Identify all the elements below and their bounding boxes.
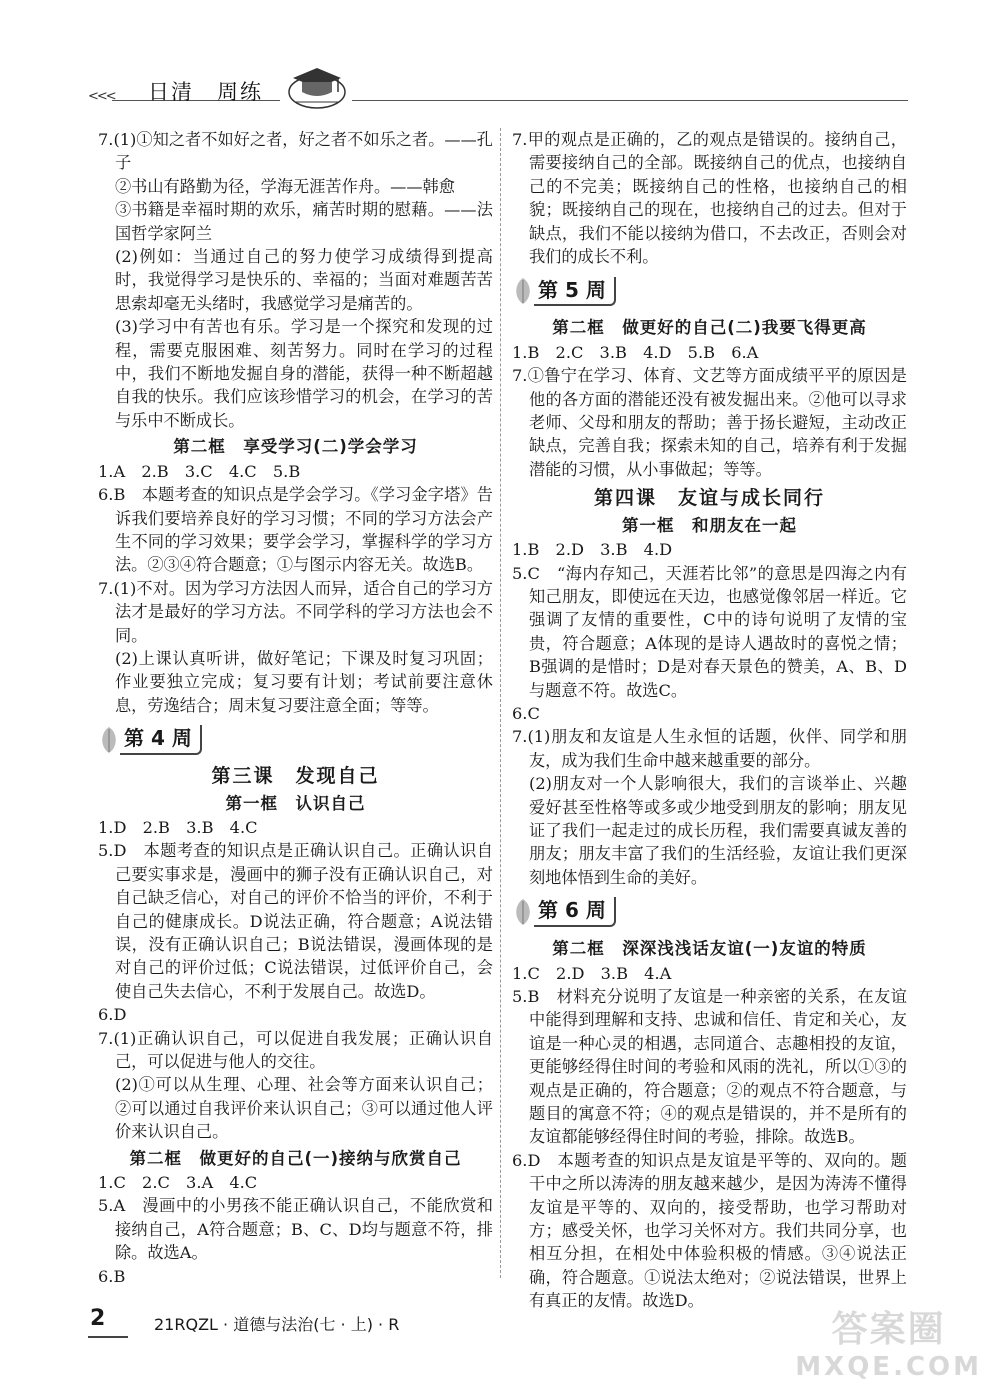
answer-paragraph: 5.B 材料充分说明了友谊是一种亲密的关系，在友谊中能得到理解和支持、忠诚和信任、肯定和关心，友谊是一种心灵的相遇，志同道合、志趣相投的友谊，更能够经得住时间的考验和风雨的洗礼，所以①③的观点是正确的，符合题意；②的观点不符合题意，与题目的寓意不符；④的观点是错误的，并不是所有的友谊都能够经得住时间的考验，排除。故选B。 bbox=[512, 987, 907, 1147]
answer-paragraph: 7.(1)朋友和友谊是人生永恒的话题，伙伴、同学和朋友，成为我们生命中越来越重要的部分。 bbox=[512, 727, 907, 770]
answer-subparagraph: ②书山有路勤为径，学海无涯苦作舟。——韩愈 bbox=[115, 176, 455, 196]
answer-paragraph: 6.D bbox=[98, 1005, 127, 1025]
section-heading: 第一框 和朋友在一起 bbox=[622, 515, 797, 535]
answer-paragraph: 5.C “海内存知己，天涯若比邻”的意思是四海之内有知己朋友，即使远在天边，也感觉像邻居一样近。它强调了友情的重要性，C中的诗句说明了友情的宝贵，符合题意；A体现的是诗人遇故时的喜悦之情；B强调的是惜时；D是对春天景色的赞美，A、B、D与题意不符。故选C。 bbox=[512, 563, 907, 700]
answer-paragraph: 5.A 漫画中的小男孩不能正确认识自己，不能欣赏和接纳自己，A符合题意；B、C、D均与题意不符，排除。故选A。 bbox=[98, 1196, 493, 1263]
arrow-marks-icon: <<< bbox=[88, 89, 115, 104]
answer-subparagraph: (3)学习中有苦也有乐。学习是一个探究和发现的过程，需要克服困难、刻苦努力。同时在学习的过程中，我们不断地发掘自身的潜能，获得一种不断超越自我的快乐。我们应该珍惜学习的机会，在学习的苦与乐中不断成长。 bbox=[115, 317, 493, 430]
watermark bbox=[795, 1301, 982, 1382]
section-heading: 第二框 做更好的自己(二)我要飞得更高 bbox=[552, 318, 867, 338]
left-column bbox=[98, 128, 493, 1288]
watermark-en: MXQE.COM bbox=[795, 1352, 982, 1382]
answer-paragraph: 6.D 本题考查的知识点是友谊是平等的、双向的。题干中之所以涛涛的朋友越来越少，是因为涛涛不懂得友谊是平等的、双向的，接受帮助，也学习帮助对方；感受关怀，也学习关怀对方。我们共同分享，也相互分担，在相处中体验积极的情感。③④说法正确，符合题意。①说法太绝对；②说法错误，世界上有真正的友情。故选D。 bbox=[512, 1150, 907, 1311]
leaf-icon bbox=[98, 725, 120, 755]
week-heading bbox=[98, 723, 493, 757]
header-title: 日清 周练 bbox=[148, 80, 263, 104]
answer-paragraph: 6.C bbox=[512, 703, 540, 723]
answer-subparagraph: (2)①可以从生理、心理、社会等方面来认识自己；②可以通过自我评价来认识自己；③可以通过他人评价来认识自己。 bbox=[115, 1075, 493, 1142]
answer-paragraph: 1.C 2.C 3.A 4.C bbox=[98, 1173, 258, 1193]
lesson-heading: 第三课 发现自己 bbox=[211, 765, 380, 788]
week-label: 第 4 周 bbox=[120, 725, 202, 754]
answer-subparagraph: (2)上课认真听讲，做好笔记；下课及时复习巩固；作业要独立完成；复习要有计划；考试前要注意休息，劳逸结合；周末复习要注意全面；等等。 bbox=[115, 648, 493, 715]
leaf-icon bbox=[512, 276, 534, 306]
watermark-cn: 答案圈 bbox=[831, 1309, 946, 1350]
page-header bbox=[88, 62, 908, 110]
answer-paragraph: 1.D 2.B 3.B 4.C bbox=[98, 817, 258, 837]
page-number: 2 bbox=[90, 1306, 106, 1331]
leaf-icon bbox=[512, 897, 534, 927]
right-column bbox=[512, 128, 907, 1313]
answer-subparagraph: (2)例如：当通过自己的努力使学习成绩得到提高时，我觉得学习是快乐的、幸福的；当面对难题苦苦思索却毫无头绪时，我感觉学习是痛苦的。 bbox=[115, 247, 493, 313]
book-code: 21RQZL · 道德与法治(七 · 上) · R bbox=[154, 1315, 400, 1334]
header-rule bbox=[352, 100, 908, 101]
section-heading: 第二框 享受学习(二)学会学习 bbox=[173, 437, 418, 457]
answer-paragraph: 7.(1)①知之者不如好之者，好之者不如乐之者。——孔子 bbox=[98, 130, 493, 173]
week-label: 第 6 周 bbox=[534, 897, 616, 926]
answer-paragraph: 5.D 本题考查的知识点是正确认识自己。正确认识自己要实事求是，漫画中的狮子没有正确认识自己，对自己缺乏信心，对自己的评价不恰当的评价，不利于自己的健康成长。D说法正确，符合题意；A说法错误，没有正确认识自己；B说法错误，漫画体现的是对自己的评价过低；C说法错误，过低评价自己，会使自己失去信心，不利于发展自己。故选D。 bbox=[98, 841, 493, 1001]
answer-paragraph: 7.(1)正确认识自己，可以促进自我发展；正确认识自己，可以促进与他人的交往。 bbox=[98, 1028, 493, 1072]
page-number-underline bbox=[88, 1336, 128, 1338]
section-heading: 第一框 认识自己 bbox=[225, 793, 366, 813]
answer-paragraph: 7.①鲁宁在学习、体育、文艺等方面成绩平平的原因是他的各方面的潜能还没有被发掘出来。②他可以寻求老师、父母和朋友的帮助；善于扬长避短，主动改正缺点，完善自我；探索未知的自己，培养有利于发掘潜能的习惯，从小事做起；等等。 bbox=[512, 366, 907, 479]
answer-paragraph: 1.B 2.D 3.B 4.D bbox=[512, 540, 673, 560]
section-heading: 第二框 做更好的自己(一)接纳与欣赏自己 bbox=[129, 1148, 462, 1168]
week-heading bbox=[512, 895, 907, 929]
answer-subparagraph: ③书籍是幸福时期的欢乐，痛苦时期的慰藉。——法国哲学家阿兰 bbox=[115, 200, 493, 243]
answer-paragraph: 1.A 2.B 3.C 4.C 5.B bbox=[98, 461, 301, 481]
answer-paragraph: 6.B 本题考查的知识点是学会学习。《学习金字塔》告诉我们要培养良好的学习习惯；不同的学习方法会产生不同的学习效果；要学会学习，掌握科学的学习方法。②③④符合题意；①与图示内容无关。故选B。 bbox=[98, 485, 493, 575]
answer-paragraph: 1.B 2.C 3.B 4.D 5.B 6.A bbox=[512, 342, 759, 362]
answer-paragraph: 6.B bbox=[98, 1266, 126, 1286]
week-label: 第 5 周 bbox=[534, 277, 616, 306]
column-divider bbox=[500, 128, 501, 1278]
week-heading bbox=[512, 274, 907, 308]
section-heading: 第二框 深深浅浅话友谊(一)友谊的特质 bbox=[552, 939, 867, 959]
lesson-heading: 第四课 友谊与成长同行 bbox=[593, 487, 825, 510]
answer-subparagraph: (2)朋友对一个人影响很大，我们的言谈举止、兴趣爱好甚至性格等或多或少地受到朋友的影响；朋友见证了我们一起走过的成长历程，我们需要真诚友善的朋友；朋友丰富了我们的生活经验，友谊让我们更深刻地体悟到生命的美好。 bbox=[529, 774, 907, 887]
answer-paragraph: 7.(1)不对。因为学习方法因人而异，适合自己的学习方法才是最好的学习方法。不同学科的学习方法也会不同。 bbox=[98, 578, 493, 645]
answer-paragraph: 1.C 2.D 3.B 4.A bbox=[512, 963, 672, 983]
answer-paragraph: 7.甲的观点是正确的，乙的观点是错误的。接纳自己，需要接纳自己的全部。既接纳自己的优点，也接纳自己的不完美；既接纳自己的性格，也接纳自己的相貌；既接纳自己的现在，也接纳自己的过去。但对于缺点，我们不能以接纳为借口，不去改正，否则会对我们的成长不利。 bbox=[512, 130, 907, 267]
mortarboard-logo-icon bbox=[286, 62, 348, 110]
